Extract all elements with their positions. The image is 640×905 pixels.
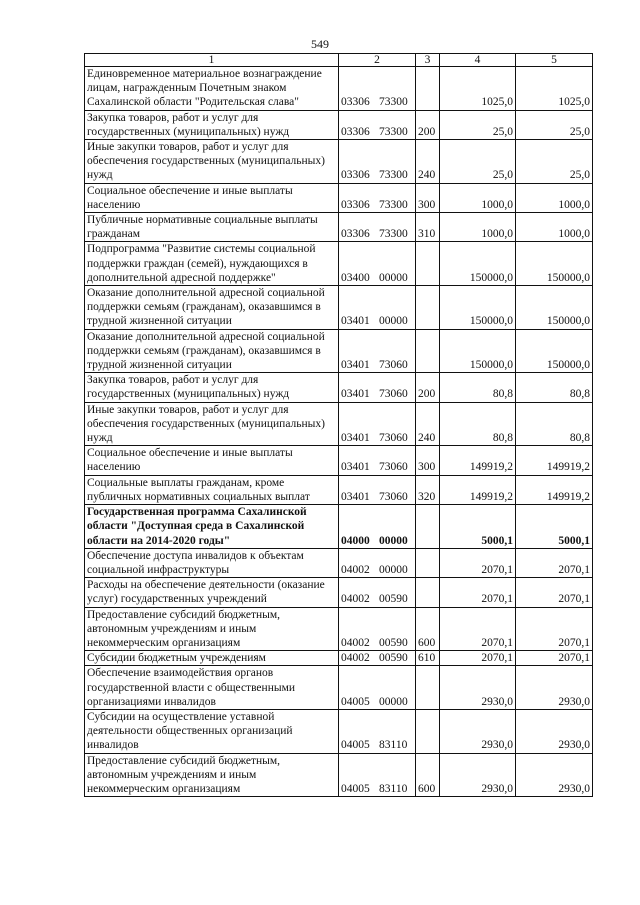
row-code-sub: 73060 [379,490,408,503]
row-code [339,578,416,607]
row-code-main: 03306 [341,198,370,211]
row-value-5: 150000,0 [516,286,593,330]
row-code-main: 04002 [341,563,370,576]
table-row [85,183,593,212]
row-code-sub: 73300 [379,198,408,211]
row-name: Публичные нормативные социальные выплаты гражданам [85,213,339,242]
row-expense-type [416,286,440,330]
row-name: Оказание дополнительной адресной социальной поддержки семьям (гражданам), оказавшимся в трудной жизненной ситуации [85,286,339,330]
row-value-5: 2930,0 [516,666,593,710]
row-value-4: 150000,0 [440,329,516,373]
table-row [85,607,593,651]
row-name: Иные закупки товаров, работ и услуг для обеспечения государственных (муниципальных) нужд [85,140,339,184]
row-code-main: 04002 [341,652,370,665]
row-name: Предоставление субсидий бюджетным, автономным учреждениям и иным некоммерческим организациям [85,607,339,651]
row-code-sub: 73300 [379,169,408,182]
table-row [85,651,593,666]
row-name: Государственная программа Сахалинской области "Доступная среда в Сахалинской области на 2014-2020 годы" [85,505,339,549]
row-code-main: 03401 [341,432,370,445]
row-expense-type [416,242,440,286]
row-value-4: 2930,0 [440,666,516,710]
row-code [339,753,416,797]
row-code-main: 04000 [341,534,370,547]
row-value-5: 1000,0 [516,213,593,242]
row-value-4: 5000,1 [440,505,516,549]
row-value-5: 2070,1 [516,607,593,651]
row-value-5: 149919,2 [516,446,593,475]
row-value-4: 1000,0 [440,183,516,212]
row-code-main: 03401 [341,490,370,503]
row-value-5: 150000,0 [516,242,593,286]
row-name: Социальное обеспечение и иные выплаты населению [85,446,339,475]
row-value-4: 2930,0 [440,709,516,753]
row-name: Субсидии бюджетным учреждениям [85,651,339,666]
row-value-4: 149919,2 [440,446,516,475]
row-code [339,329,416,373]
row-expense-type [416,666,440,710]
row-expense-type: 240 [416,140,440,184]
table-row [85,666,593,710]
row-name: Обеспечение взаимодействия органов государственной власти с общественными организациями инвалидов [85,666,339,710]
row-expense-type [416,67,440,111]
row-value-5: 25,0 [516,110,593,139]
row-code [339,140,416,184]
row-value-4: 150000,0 [440,286,516,330]
row-name: Единовременное материальное вознаграждение лицам, награжденным Почетным знаком Сахалинской области "Родительская слава" [85,67,339,111]
row-expense-type: 600 [416,607,440,651]
row-value-5: 2930,0 [516,709,593,753]
row-code-main: 04005 [341,782,370,795]
row-value-5: 1025,0 [516,67,593,111]
row-expense-type: 200 [416,373,440,402]
table-row [85,67,593,111]
row-code-main: 03306 [341,228,370,241]
row-code-sub: 73300 [379,96,408,109]
row-value-5: 2930,0 [516,753,593,797]
page-number: 549 [311,37,329,51]
header-col-5: 5 [516,54,593,67]
row-code-sub: 00000 [379,563,408,576]
budget-table [84,53,593,797]
row-name: Закупка товаров, работ и услуг для государственных (муниципальных) нужд [85,110,339,139]
row-name: Расходы на обеспечение деятельности (оказание услуг) государственных учреждений [85,578,339,607]
row-name: Оказание дополнительной адресной социальной поддержки семьям (гражданам), оказавшимся в трудной жизненной ситуации [85,329,339,373]
row-name: Предоставление субсидий бюджетным, автономным учреждениям и иным некоммерческим организациям [85,753,339,797]
row-code [339,475,416,504]
row-value-5: 5000,1 [516,505,593,549]
table-row [85,505,593,549]
row-value-4: 1025,0 [440,67,516,111]
row-code-main: 03306 [341,125,370,138]
row-code-main: 04005 [341,739,370,752]
row-value-4: 80,8 [440,402,516,446]
table-row [85,548,593,577]
row-code-sub: 83110 [379,739,408,752]
row-expense-type: 310 [416,213,440,242]
row-value-5: 80,8 [516,373,593,402]
row-expense-type [416,709,440,753]
row-code [339,286,416,330]
row-code-main: 03306 [341,169,370,182]
row-value-5: 2070,1 [516,651,593,666]
row-name: Закупка товаров, работ и услуг для государственных (муниципальных) нужд [85,373,339,402]
table-row [85,242,593,286]
row-code-main: 03401 [341,461,370,474]
table-row [85,110,593,139]
row-expense-type: 600 [416,753,440,797]
row-code [339,446,416,475]
row-value-5: 2070,1 [516,578,593,607]
row-expense-type: 240 [416,402,440,446]
table-row [85,475,593,504]
row-code-sub: 00590 [379,593,408,606]
row-code-sub: 00000 [379,315,408,328]
row-value-5: 150000,0 [516,329,593,373]
row-code-sub: 73060 [379,388,408,401]
row-code-main: 04002 [341,593,370,606]
row-code [339,67,416,111]
row-code [339,505,416,549]
row-value-5: 2070,1 [516,548,593,577]
row-value-4: 2070,1 [440,651,516,666]
row-code-main: 03401 [341,315,370,328]
row-expense-type: 610 [416,651,440,666]
row-code-sub: 73060 [379,432,408,445]
row-value-5: 149919,2 [516,475,593,504]
row-code-main: 03400 [341,271,370,284]
row-name: Подпрограмма "Развитие системы социальной поддержки граждан (семей), нуждающихся в дополнительной адресной поддержке" [85,242,339,286]
row-code-sub: 00000 [379,534,408,547]
row-value-5: 80,8 [516,402,593,446]
row-code [339,548,416,577]
row-value-5: 1000,0 [516,183,593,212]
row-code [339,651,416,666]
row-value-4: 2070,1 [440,548,516,577]
row-code [339,242,416,286]
table-row [85,709,593,753]
row-value-5: 25,0 [516,140,593,184]
row-code [339,607,416,651]
row-value-4: 2070,1 [440,607,516,651]
row-expense-type [416,505,440,549]
row-code [339,666,416,710]
row-code [339,213,416,242]
table-row [85,578,593,607]
row-value-4: 149919,2 [440,475,516,504]
row-code-sub: 73300 [379,228,408,241]
table-row [85,140,593,184]
table-row [85,753,593,797]
row-value-4: 2930,0 [440,753,516,797]
row-code-sub: 73060 [379,461,408,474]
row-value-4: 1000,0 [440,213,516,242]
row-code [339,183,416,212]
row-value-4: 150000,0 [440,242,516,286]
row-name: Иные закупки товаров, работ и услуг для обеспечения государственных (муниципальных) нужд [85,402,339,446]
row-value-4: 25,0 [440,140,516,184]
row-code [339,373,416,402]
header-col-3: 3 [416,54,440,67]
row-code [339,110,416,139]
row-code-sub: 73300 [379,125,408,138]
row-expense-type [416,578,440,607]
row-value-4: 25,0 [440,110,516,139]
row-name: Социальное обеспечение и иные выплаты населению [85,183,339,212]
table-row [85,213,593,242]
table-header-row [85,54,593,67]
row-code-main: 03401 [341,388,370,401]
row-expense-type: 300 [416,446,440,475]
row-code-sub: 83110 [379,782,408,795]
row-code [339,402,416,446]
row-code-sub: 73060 [379,359,408,372]
row-expense-type: 300 [416,183,440,212]
row-code-main: 04005 [341,695,370,708]
row-code-sub: 00000 [379,695,408,708]
table-row [85,446,593,475]
header-col-1: 1 [85,54,339,67]
row-expense-type [416,329,440,373]
row-code-main: 03401 [341,359,370,372]
row-code-main: 04002 [341,636,370,649]
header-col-4: 4 [440,54,516,67]
header-col-2: 2 [339,54,416,67]
row-code-sub: 00000 [379,271,408,284]
row-name: Субсидии на осуществление уставной деятельности общественных организаций инвалидов [85,709,339,753]
table-row [85,329,593,373]
row-expense-type [416,548,440,577]
table-body [85,67,593,797]
row-code-sub: 00590 [379,636,408,649]
table-row [85,402,593,446]
row-value-4: 2070,1 [440,578,516,607]
row-expense-type: 320 [416,475,440,504]
row-code [339,709,416,753]
row-name: Обеспечение доступа инвалидов к объектам социальной инфраструктуры [85,548,339,577]
row-code-main: 03306 [341,96,370,109]
row-name: Социальные выплаты гражданам, кроме публичных нормативных социальных выплат [85,475,339,504]
row-expense-type: 200 [416,110,440,139]
table-row [85,373,593,402]
row-code-sub: 00590 [379,652,408,665]
row-value-4: 80,8 [440,373,516,402]
table-row [85,286,593,330]
